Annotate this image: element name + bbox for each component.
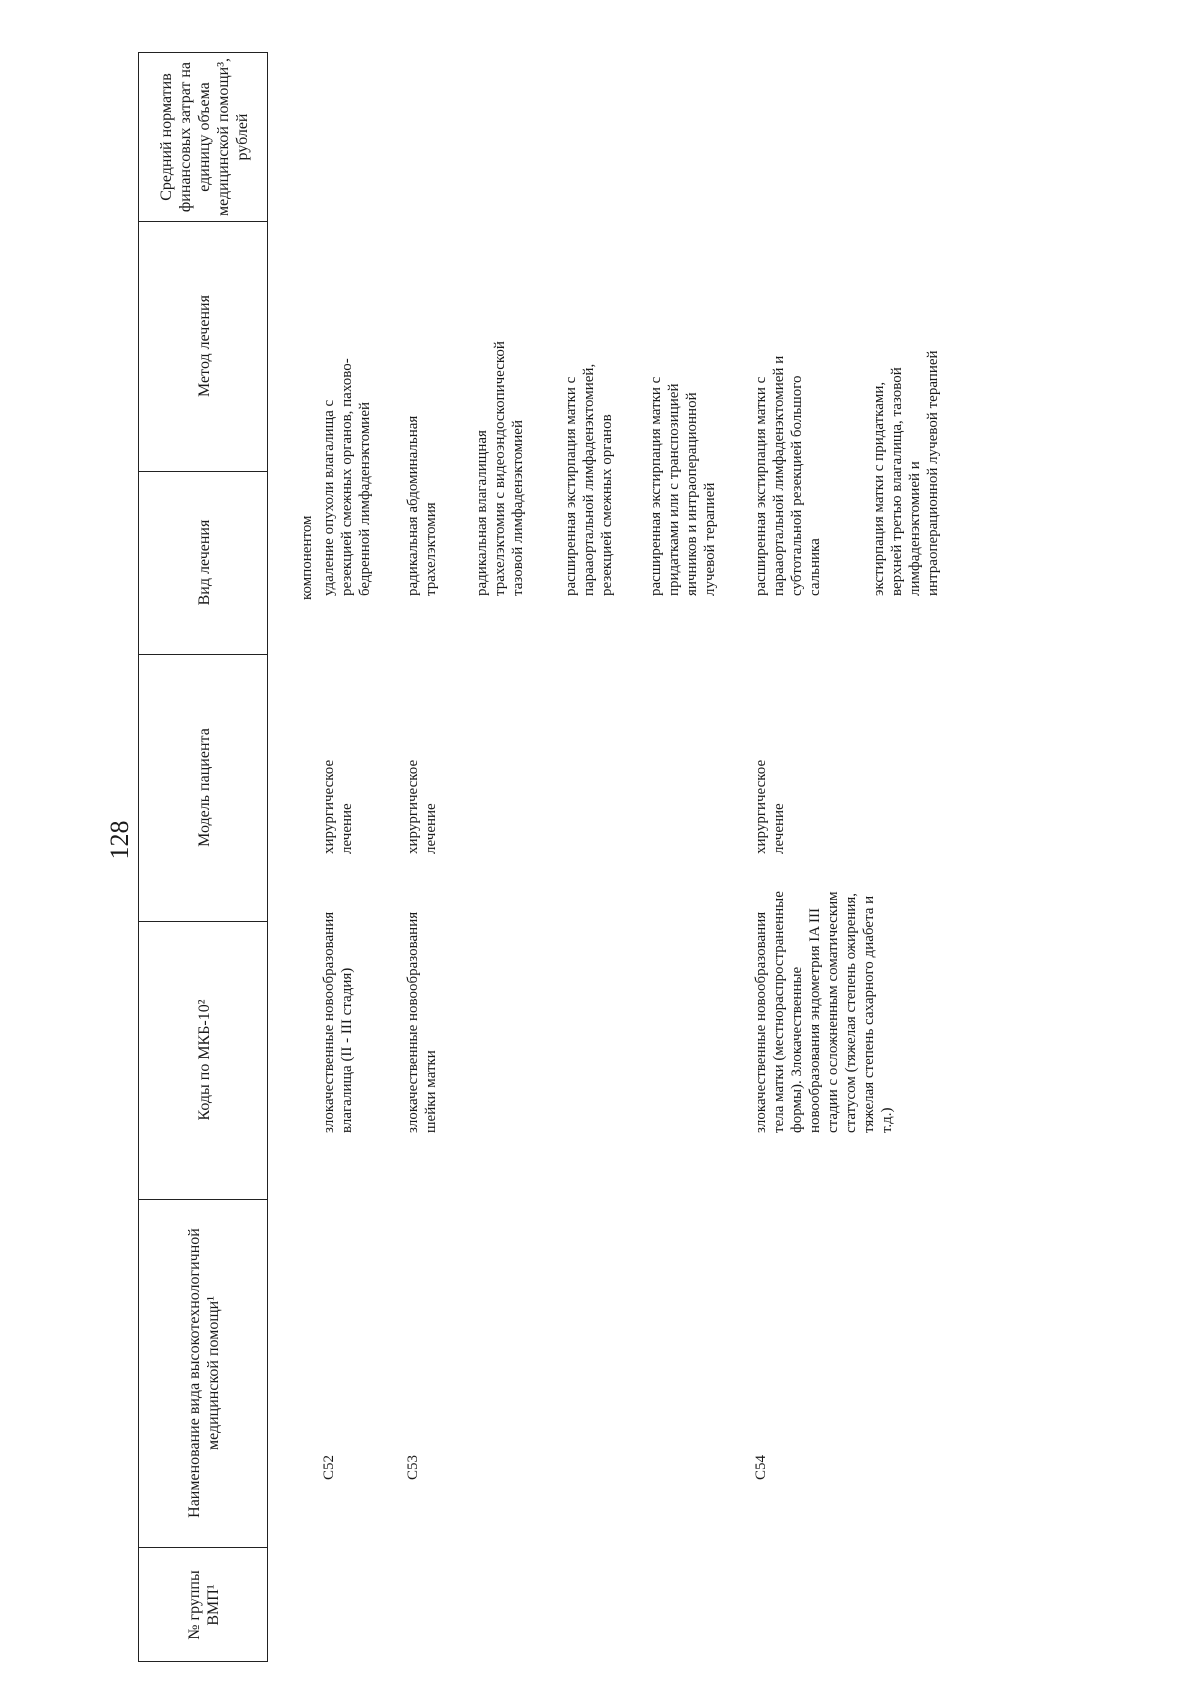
row-c53-model: злокачественные новообразования шейки матки bbox=[405, 911, 439, 1133]
row-c53-method-2: радикальная влагалищная трахелэктомия с видеоэндоскопической тазовой лимфаденэктомией bbox=[474, 341, 526, 596]
row-c53-method-1: радикальная абдоминальная трахелэктомия bbox=[405, 415, 439, 596]
table-header bbox=[138, 52, 268, 1662]
continuation-text: компонентом bbox=[299, 515, 315, 600]
row-c52-type: хирургическое лечение bbox=[321, 759, 355, 854]
row-c52-model: злокачественные новообразования влагалища (II - III стадия) bbox=[321, 911, 355, 1133]
header-cost: Средний норматив финансовых затрат на единицу объема медицинской помощи³, рублей bbox=[157, 57, 251, 217]
row-c52-method-1: удаление опухоли влагалища с резекцией смежных органов, пахово-бедренной лимфаденэктомией bbox=[321, 358, 373, 596]
row-c52-code: C52 bbox=[321, 1454, 337, 1480]
row-c54-method-2: экстирпация матки с придатками, верхней третью влагалища, тазовой лимфаденэктомией и интраоперационной лучевой терапией bbox=[871, 350, 941, 596]
header-name: Наименование вида высокотехнологичной медицинской помощи¹ bbox=[186, 1228, 222, 1518]
row-c53-type: хирургическое лечение bbox=[405, 759, 439, 854]
page-number: 128 bbox=[105, 820, 134, 860]
row-c54-method-1: расширенная экстирпация матки с парааортальной лимфаденэктомией и субтотальной резекцией большого сальника bbox=[753, 355, 823, 596]
header-codes: Коды по МКБ-10² bbox=[195, 999, 213, 1121]
row-c53-method-3: расширенная экстирпация матки с парааортальной лимфаденэктомией, резекцией смежных органов bbox=[563, 363, 615, 596]
row-c54-code: C54 bbox=[753, 1454, 769, 1480]
row-c54-model: злокачественные новообразования тела матки (местнораспространенные формы). Злокачественные новообразования эндометрия IA III стадии с осложненным соматическим статусом (тяжелая степень ожирения, тяжелая степень сахарного диабета и т.д.) bbox=[753, 891, 895, 1133]
row-c53-method-4: расширенная экстирпация матки с придатками или с транспозицией яичников и интраоперационной лучевой терапией bbox=[648, 376, 718, 596]
header-group-no: № группы ВМП¹ bbox=[186, 1570, 222, 1640]
row-c54-type: хирургическое лечение bbox=[753, 759, 787, 854]
header-model: Модель пациента bbox=[195, 728, 213, 847]
header-method: Метод лечения bbox=[195, 295, 213, 397]
header-treatment-type: Вид лечения bbox=[195, 519, 213, 606]
row-c53-code: C53 bbox=[405, 1454, 421, 1480]
